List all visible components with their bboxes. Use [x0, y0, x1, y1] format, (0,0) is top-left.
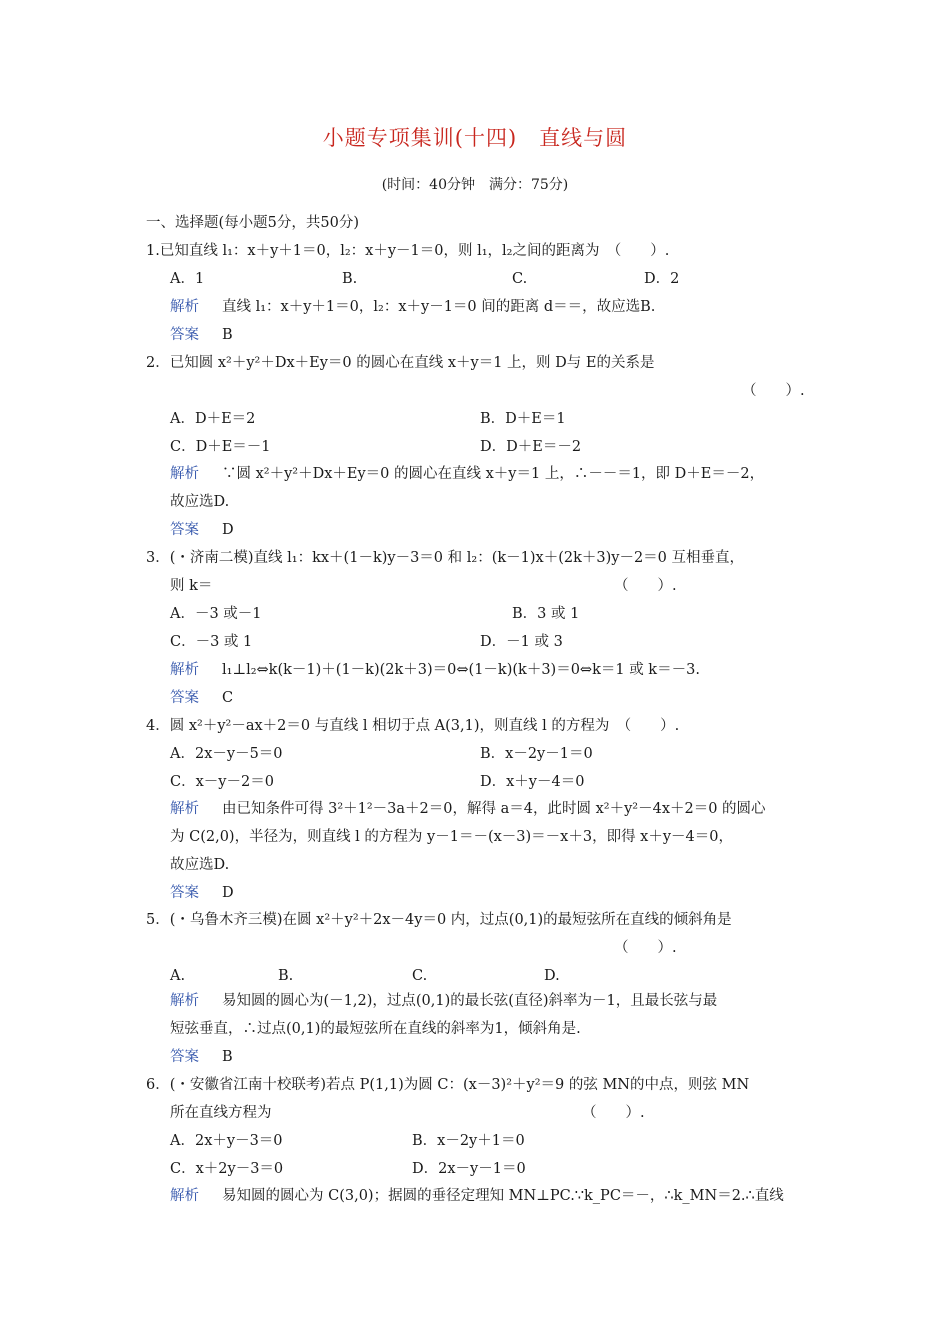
q1-option-d: D．2 — [644, 271, 680, 287]
q1-option-b: B. — [342, 271, 358, 287]
q5-stem: 5．(・乌鲁木齐三模)在圆 x²＋y²＋2x－4y＝0 内，过点(0,1)的最短弦所在直线的倾斜角是 — [146, 912, 732, 928]
q4-answer-value: D — [222, 885, 234, 901]
q3-stem-cont: 则 k＝ — [170, 578, 213, 594]
q2-answer-value: D — [222, 522, 234, 538]
q2-analysis-label: 解析 — [170, 466, 199, 482]
q1-answer — [170, 325, 233, 345]
q3-option-d: D．－1 或 3 — [480, 634, 563, 650]
q1-stem: 1.已知直线 l₁：x＋y＋1＝0，l₂：x＋y－1＝0，则 l₁，l₂之间的距离为 （ ）. — [146, 243, 670, 259]
q2-option-b: B．D＋E＝1 — [480, 411, 566, 427]
q6-analysis-text: 易知圆的圆心为 C(3,0)；据圆的垂径定理知 MN⊥PC.∵k_PC＝－，∴k_MN＝2.∴直线 — [222, 1188, 784, 1204]
q5-analysis-text: 易知圆的圆心为(－1,2)，过点(0,1)的最长弦(直径)斜率为－1，且最长弦与最 — [222, 993, 718, 1009]
q3-answer-value: C — [222, 690, 234, 706]
q1-analysis-label: 解析 — [170, 299, 199, 315]
q5-paren: （ ）. — [614, 940, 677, 956]
q2-paren: （ ）. — [742, 383, 805, 399]
q5-option-c: C. — [412, 968, 428, 984]
q5-answer — [170, 1047, 233, 1067]
q5-analysis-cont: 短弦垂直，∴过点(0,1)的最短弦所在直线的斜率为1，倾斜角是. — [170, 1021, 581, 1037]
q4-analysis-cont: 为 C(2,0)，半径为，则直线 l 的方程为 y－1＝－(x－3)＝－x＋3，即得 x＋y－4＝0， — [170, 829, 734, 845]
q6-analysis-label: 解析 — [170, 1188, 199, 1204]
section-heading: 一、选择题(每小题5分，共50分) — [146, 215, 359, 231]
q4-option-d: D．x＋y－4＝0 — [480, 774, 585, 790]
q4-option-a: A．2x－y－5＝0 — [170, 746, 283, 762]
q6-option-a: A．2x＋y－3＝0 — [170, 1133, 283, 1149]
q3-analysis-text: l₁⊥l₂⇔k(k－1)＋(1－k)(2k＋3)＝0⇔(1－k)(k＋3)＝0⇔k＝1 或 k＝－3. — [222, 662, 700, 678]
q3-stem: 3．(・济南二模)直线 l₁：kx＋(1－k)y－3＝0 和 l₂：(k－1)x＋(2k＋3)y－2＝0 互相垂直， — [146, 550, 745, 566]
q5-analysis — [170, 991, 717, 1011]
q1-answer-value: B — [222, 327, 233, 343]
q3-option-c: C．－3 或 1 — [170, 634, 253, 650]
q5-answer-label: 答案 — [170, 1049, 199, 1065]
q5-option-d: D. — [544, 968, 560, 984]
q1-option-a: A．1 — [170, 271, 205, 287]
q6-option-c: C．x＋2y－3＝0 — [170, 1161, 284, 1177]
q4-stem: 4．圆 x²＋y²－ax＋2＝0 与直线 l 相切于点 A(3,1)，则直线 l 的方程为 （ ）. — [146, 718, 680, 734]
page-title: 小题专项集训(十四) 直线与圆 — [322, 126, 628, 150]
q4-answer — [170, 883, 234, 903]
q1-option-c: C. — [512, 271, 528, 287]
page-subtitle: (时间：40分钟 满分：75分) — [381, 177, 569, 193]
q2-answer — [170, 520, 234, 540]
q3-answer-label: 答案 — [170, 690, 199, 706]
q5-option-b: B. — [278, 968, 294, 984]
q2-answer-label: 答案 — [170, 522, 199, 538]
q2-analysis-text: ∵圆 x²＋y²＋Dx＋Ey＝0 的圆心在直线 x＋y＝1 上，∴－－＝1，即 D＋E＝－2， — [222, 466, 765, 482]
q4-answer-label: 答案 — [170, 885, 199, 901]
q6-option-b: B．x－2y＋1＝0 — [412, 1133, 525, 1149]
q2-option-c: C．D＋E＝－1 — [170, 439, 271, 455]
q2-analysis — [170, 464, 764, 484]
q6-paren: （ ）. — [582, 1105, 645, 1121]
q4-analysis-label: 解析 — [170, 801, 199, 817]
q4-analysis — [170, 799, 766, 819]
q3-paren: （ ）. — [614, 578, 677, 594]
q4-analysis-cont2: 故应选D. — [170, 857, 230, 873]
q3-analysis — [170, 660, 700, 680]
q5-analysis-label: 解析 — [170, 993, 199, 1009]
q2-analysis-cont: 故应选D. — [170, 494, 230, 510]
q2-stem: 2．已知圆 x²＋y²＋Dx＋Ey＝0 的圆心在直线 x＋y＝1 上，则 D与 E的关系是 — [146, 355, 655, 371]
q3-option-b: B．3 或 1 — [512, 606, 580, 622]
q6-stem: 6．(・安徽省江南十校联考)若点 P(1,1)为圆 C：(x－3)²＋y²＝9 的弦 MN的中点，则弦 MN — [146, 1077, 750, 1093]
q4-option-b: B．x－2y－1＝0 — [480, 746, 593, 762]
q6-option-d: D．2x－y－1＝0 — [412, 1161, 526, 1177]
q2-option-a: A．D＋E＝2 — [170, 411, 256, 427]
q4-analysis-text: 由已知条件可得 3²＋1²－3a＋2＝0，解得 a＝4，此时圆 x²＋y²－4x＋2＝0 的圆心 — [222, 801, 766, 817]
q2-option-d: D．D＋E＝－2 — [480, 439, 582, 455]
q3-answer — [170, 688, 233, 708]
q4-option-c: C．x－y－2＝0 — [170, 774, 274, 790]
q5-option-a: A. — [170, 968, 186, 984]
q6-analysis — [170, 1186, 784, 1206]
q3-analysis-label: 解析 — [170, 662, 199, 678]
q3-option-a: A．－3 或－1 — [170, 606, 262, 622]
q1-analysis-text: 直线 l₁：x＋y＋1＝0，l₂：x＋y－1＝0 间的距离 d＝＝，故应选B. — [222, 299, 656, 315]
q6-stem-cont: 所在直线方程为 — [170, 1105, 272, 1121]
q5-answer-value: B — [222, 1049, 233, 1065]
q1-answer-label: 答案 — [170, 327, 199, 343]
q1-analysis — [170, 297, 655, 317]
